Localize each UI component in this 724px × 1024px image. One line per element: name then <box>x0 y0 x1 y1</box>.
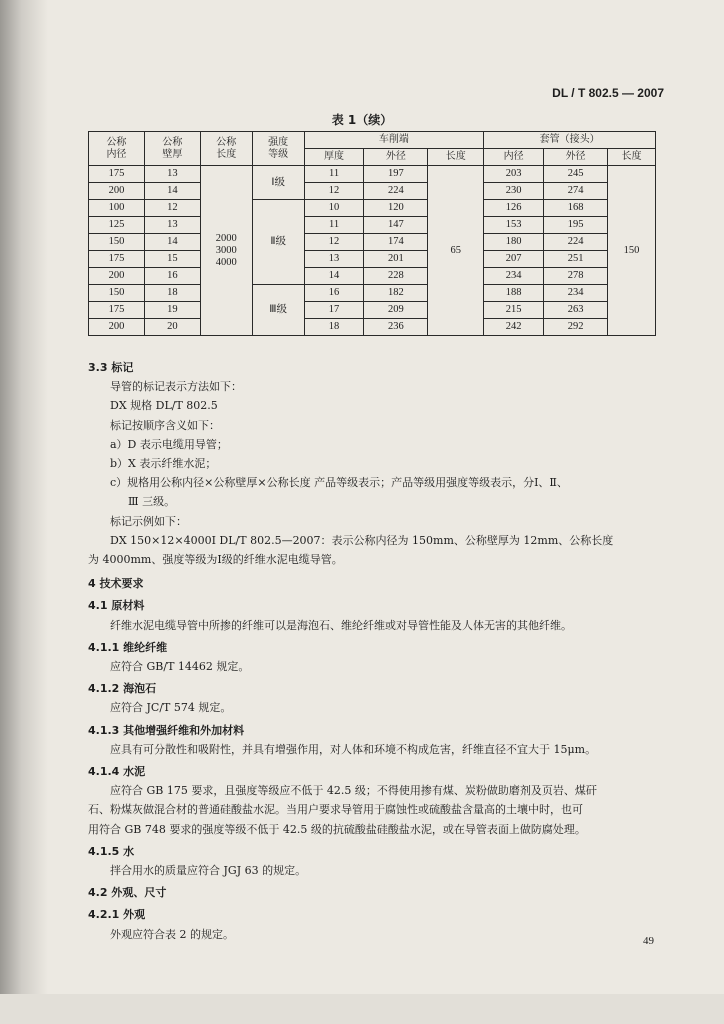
grade-cell: Ⅲ级 <box>252 285 304 336</box>
cell: 274 <box>544 183 608 200</box>
col-length: 公称 长度 <box>200 132 252 166</box>
cell: 18 <box>144 285 200 302</box>
length-cell: 2000 3000 4000 <box>200 166 252 336</box>
table-row <box>89 319 656 336</box>
cell: 209 <box>364 302 428 319</box>
cell: 100 <box>89 200 145 217</box>
cell: 153 <box>484 217 544 234</box>
cell: 201 <box>364 251 428 268</box>
cell: 175 <box>89 302 145 319</box>
cell: 16 <box>304 285 364 302</box>
col-sleeve: 套管（接头） <box>484 132 656 149</box>
cell: 236 <box>364 319 428 336</box>
cell: 17 <box>304 302 364 319</box>
section-4-1-3-title: 4.1.3 其他增强纤维和外加材料 <box>88 723 245 737</box>
cell: 245 <box>544 166 608 183</box>
cell: 19 <box>144 302 200 319</box>
cell: 197 <box>364 166 428 183</box>
paragraph-cont: 为 4000mm、强度等级为Ⅰ级的纤维水泥电缆导管。 <box>88 553 343 567</box>
cell: 12 <box>144 200 200 217</box>
doc-code-header: DL / T 802.5 — 2007 <box>552 86 664 100</box>
spec-table <box>88 131 656 336</box>
cell: 125 <box>89 217 145 234</box>
col-grade: 强度 等级 <box>252 132 304 166</box>
sub-sleeve-outer: 外径 <box>544 149 608 166</box>
paragraph: 标记按顺序含义如下： <box>110 418 220 432</box>
paragraph: 拌合用水的质量应符合 JGJ 63 的规定。 <box>110 864 307 878</box>
list-item: a）D 表示电缆用导管； <box>110 437 228 451</box>
section-4-2-title: 4.2 外观、尺寸 <box>88 886 167 900</box>
sub-thickness: 厚度 <box>304 149 364 166</box>
cell: 234 <box>544 285 608 302</box>
cell: 182 <box>364 285 428 302</box>
cell: 242 <box>484 319 544 336</box>
paragraph: 应符合 GB 175 要求，且强度等级应不低于 42.5 级；不得使用掺有煤、炭粉做助磨剂及页岩、煤矸 <box>110 784 597 798</box>
paragraph: 外观应符合表 2 的规定。 <box>110 927 234 941</box>
cell: 200 <box>89 268 145 285</box>
cell: 195 <box>544 217 608 234</box>
cell: 13 <box>144 217 200 234</box>
cell: 200 <box>89 183 145 200</box>
cell: 292 <box>544 319 608 336</box>
body-text <box>88 358 658 944</box>
col-lathe-end: 车削端 <box>304 132 484 149</box>
cell: 168 <box>544 200 608 217</box>
col-inner-diameter: 公称 内径 <box>89 132 145 166</box>
cell: 200 <box>89 319 145 336</box>
table-row <box>89 251 656 268</box>
section-4-1-5-title: 4.1.5 水 <box>88 844 135 858</box>
cell: 175 <box>89 166 145 183</box>
table-row <box>89 285 656 302</box>
list-item: c）规格用公称内径×公称壁厚×公称长度 产品等级表示；产品等级用强度等级表示，分Ⅰ、Ⅱ、 <box>110 476 568 490</box>
cell: 18 <box>304 319 364 336</box>
cell: 228 <box>364 268 428 285</box>
list-item: b）X 表示纤维水泥； <box>110 457 217 471</box>
cell: 13 <box>304 251 364 268</box>
cell: 14 <box>144 234 200 251</box>
cell: 20 <box>144 319 200 336</box>
table-caption: 表 1（续） <box>331 113 393 127</box>
cell: 230 <box>484 183 544 200</box>
sub-sleeve-length: 长度 <box>608 149 656 166</box>
cell: 188 <box>484 285 544 302</box>
col-wall-thickness: 公称 壁厚 <box>144 132 200 166</box>
cell: 215 <box>484 302 544 319</box>
scan-edge-shadow <box>0 0 48 1024</box>
cell: 12 <box>304 234 364 251</box>
lathe-length-cell: 65 <box>428 166 484 336</box>
cell: 203 <box>484 166 544 183</box>
paragraph: 导管的标记表示方法如下： <box>110 380 242 394</box>
cell: 147 <box>364 217 428 234</box>
paragraph: 应符合 JC/T 574 规定。 <box>110 701 232 715</box>
cell: 251 <box>544 251 608 268</box>
table-row <box>89 234 656 251</box>
cell: 278 <box>544 268 608 285</box>
section-4-title: 4 技术要求 <box>88 577 144 591</box>
cell: 224 <box>364 183 428 200</box>
table-row <box>89 302 656 319</box>
cell: 234 <box>484 268 544 285</box>
table-row <box>89 217 656 234</box>
cell: 150 <box>89 285 145 302</box>
cell: 11 <box>304 217 364 234</box>
cell: 14 <box>304 268 364 285</box>
sub-sleeve-inner: 内径 <box>484 149 544 166</box>
section-3-3-title: 3.3 标记 <box>88 361 134 374</box>
list-item-cont: Ⅲ 三级。 <box>128 495 176 509</box>
section-4-2-1-title: 4.2.1 外观 <box>88 908 146 922</box>
scan-bottom-band <box>0 994 724 1024</box>
cell: 11 <box>304 166 364 183</box>
cell: 13 <box>144 166 200 183</box>
cell: 207 <box>484 251 544 268</box>
grade-cell: Ⅱ级 <box>252 200 304 285</box>
table-row <box>89 268 656 285</box>
paragraph-cont: 石、粉煤灰做混合材的普通硅酸盐水泥。当用户要求导管用于腐蚀性或硫酸盐含量高的土壤中时，也可 <box>88 803 583 817</box>
grade-cell: Ⅰ级 <box>252 166 304 200</box>
section-4-1-title: 4.1 原材料 <box>88 599 145 613</box>
sub-outer: 外径 <box>364 149 428 166</box>
cell: 120 <box>364 200 428 217</box>
paragraph: DX 150×12×4000Ⅰ DL/T 802.5—2007：表示公称内径为 150mm、公称壁厚为 12mm、公称长度 <box>110 533 614 547</box>
cell: 14 <box>144 183 200 200</box>
section-4-1-4-title: 4.1.4 水泥 <box>88 765 146 779</box>
paragraph: 纤维水泥电缆导管中所掺的纤维可以是海泡石、维纶纤维或对导管性能及人体无害的其他纤维。 <box>110 618 572 632</box>
sub-length: 长度 <box>428 149 484 166</box>
cell: 15 <box>144 251 200 268</box>
cell: 16 <box>144 268 200 285</box>
cell: 175 <box>89 251 145 268</box>
table-row <box>89 200 656 217</box>
page-number: 49 <box>643 935 654 947</box>
cell: 263 <box>544 302 608 319</box>
paragraph: DX 规格 DL/T 802.5 <box>110 399 218 413</box>
section-4-1-2-title: 4.1.2 海泡石 <box>88 682 157 696</box>
table-row <box>89 183 656 200</box>
cell: 126 <box>484 200 544 217</box>
cell: 150 <box>89 234 145 251</box>
sleeve-length-cell: 150 <box>608 166 656 336</box>
cell: 10 <box>304 200 364 217</box>
cell: 224 <box>544 234 608 251</box>
cell: 180 <box>484 234 544 251</box>
paragraph: 应符合 GB/T 14462 规定。 <box>110 660 250 674</box>
cell: 174 <box>364 234 428 251</box>
section-4-1-1-title: 4.1.1 维纶纤维 <box>88 640 168 654</box>
paragraph-cont: 用符合 GB 748 要求的强度等级不低于 42.5 级的抗硫酸盐硅酸盐水泥，或在导管表面上做防腐处理。 <box>88 822 586 836</box>
paragraph: 标记示例如下： <box>110 514 187 528</box>
cell: 12 <box>304 183 364 200</box>
paragraph: 应具有可分散性和吸附性，并具有增强作用，对人体和环境不构成危害，纤维直径不宜大于 15μm。 <box>110 742 597 756</box>
table-row <box>89 166 656 183</box>
